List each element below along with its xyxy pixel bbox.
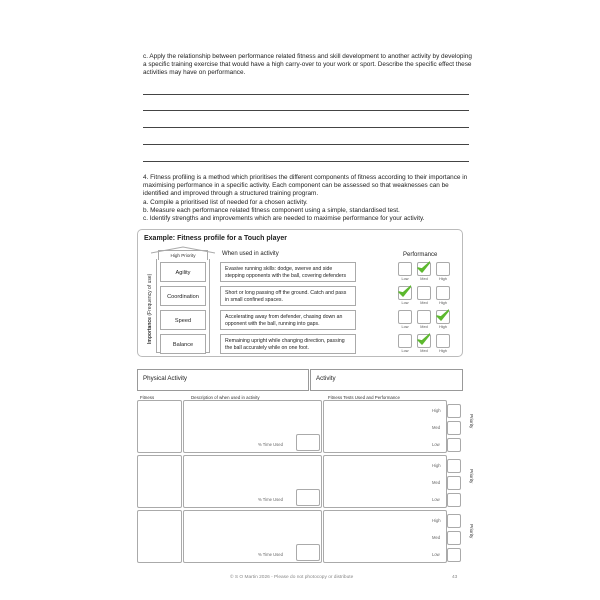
performance-level-label: Low [401, 277, 409, 281]
performance-level-label: Med [420, 325, 428, 329]
priority-label: Priority [469, 524, 474, 539]
footer-copyright: © S O Martin 2026 - Please do not photocopy or distribute [230, 575, 354, 580]
level-box[interactable] [447, 404, 461, 418]
level-label: Low [432, 497, 440, 502]
level-box[interactable] [447, 514, 461, 528]
example-title: Example: Fitness profile for a Touch player [144, 235, 288, 242]
performance-checkbox[interactable] [398, 310, 412, 324]
level-label: Med [432, 480, 441, 485]
component-coordination: Coordination [160, 286, 206, 306]
level-label: Low [432, 442, 440, 447]
col-tests: Fitness Tests Used and Performance [328, 395, 400, 400]
footer-page-number: 43 [452, 575, 458, 580]
question-4-text [143, 174, 473, 223]
question-4-c: c. Identify strengths and improvements which are needed to maximise performance for your activity. [143, 215, 425, 223]
performance-checkbox[interactable] [398, 262, 412, 276]
answer-line[interactable] [143, 144, 469, 145]
question-4-a: a. Compile a prioritised list of needed for a chosen activity. [143, 198, 308, 206]
level-label: High [432, 518, 441, 523]
priority-arrow-icon [150, 246, 216, 254]
priority-label: Priority [469, 469, 474, 484]
answer-line[interactable] [143, 127, 469, 128]
importance-label [147, 264, 153, 344]
importance-bold: Importance [147, 317, 153, 344]
level-label: Low [432, 552, 440, 557]
performance-level-label: Med [420, 277, 428, 281]
performance-checkbox[interactable] [436, 334, 450, 348]
check-icon [397, 284, 411, 298]
desc-coordination: Short or long passing off the ground. Catch and pass in small confined spaces. [220, 286, 356, 306]
high-priority-label: High Priority [158, 250, 208, 260]
question-4-intro: 4. Fitness profiling is a method which prioritises the different components of fitness according to their importance in maximising performance in a specific activity. Each component can be assessed so that weaknesses can be identified and improved through a structured training program. [143, 174, 468, 198]
fitness-cell[interactable] [137, 510, 182, 563]
performance-level-label: Low [401, 349, 409, 353]
level-label: Med [432, 535, 441, 540]
performance-level-label: Low [401, 325, 409, 329]
level-box[interactable] [447, 438, 461, 452]
fitness-cell[interactable] [137, 455, 182, 508]
performance-checkbox[interactable] [417, 310, 431, 324]
performance-level-label: High [439, 325, 447, 329]
level-box[interactable] [447, 493, 461, 507]
answer-line[interactable] [143, 110, 469, 111]
tests-cell[interactable] [323, 455, 447, 508]
check-icon [416, 332, 430, 346]
time-used-input[interactable] [296, 489, 320, 506]
level-label: High [432, 463, 441, 468]
level-box[interactable] [447, 531, 461, 545]
col-fitness: Fitness [140, 395, 155, 400]
desc-speed: Accelerating away from defender, chasing down an opponent with the ball, running into gaps. [220, 310, 356, 330]
level-box[interactable] [447, 459, 461, 473]
time-used-label: % Time Used [258, 442, 283, 447]
time-used-input[interactable] [296, 434, 320, 451]
desc-balance: Remaining upright while changing direction, passing the ball accurately while on one foot. [220, 334, 356, 354]
performance-checkbox[interactable] [417, 286, 431, 300]
time-used-label: % Time Used [258, 552, 283, 557]
level-label: High [432, 408, 441, 413]
question-c-text: c. Apply the relationship between performance related fitness and skill development to another activity by developing a specific training exercise that would have a high carry-over to your work or sport. Describe the specific effect these activities may have on performance. [143, 53, 472, 77]
col-performance: Performance [403, 252, 438, 258]
performance-level-label: High [439, 349, 447, 353]
component-balance: Balance [160, 334, 206, 354]
performance-checkbox[interactable] [436, 286, 450, 300]
time-used-label: % Time Used [258, 497, 283, 502]
priority-label: Priority [469, 414, 474, 429]
level-box[interactable] [447, 476, 461, 490]
importance-rest: (Frequency of use) [147, 273, 153, 318]
check-icon [435, 308, 449, 322]
performance-checkbox[interactable] [398, 334, 412, 348]
component-agility: Agility [160, 262, 206, 282]
activity-header: Activity [310, 369, 463, 391]
physical-activity-header: Physical Activity [137, 369, 309, 391]
level-box[interactable] [447, 548, 461, 562]
tests-cell[interactable] [323, 510, 447, 563]
performance-level-label: High [439, 277, 447, 281]
performance-level-label: Med [420, 301, 428, 305]
col-when-used: When used in activity [222, 251, 279, 257]
performance-checkbox[interactable] [436, 262, 450, 276]
tests-cell[interactable] [323, 400, 447, 453]
performance-level-label: Low [401, 301, 409, 305]
component-speed: Speed [160, 310, 206, 330]
answer-line[interactable] [143, 94, 469, 95]
col-description: Description of when used in activity [191, 395, 260, 400]
time-used-input[interactable] [296, 544, 320, 561]
question-4-b: b. Measure each performance related fitness component using a simple, standardised test. [143, 206, 400, 214]
fitness-cell[interactable] [137, 400, 182, 453]
check-icon [416, 260, 430, 274]
desc-agility: Evasive running skills: dodge, swerve and side stepping opponents with the ball, covering defenders [220, 262, 356, 282]
answer-line[interactable] [143, 161, 469, 162]
level-box[interactable] [447, 421, 461, 435]
performance-level-label: High [439, 301, 447, 305]
level-label: Med [432, 425, 441, 430]
performance-level-label: Med [420, 349, 428, 353]
